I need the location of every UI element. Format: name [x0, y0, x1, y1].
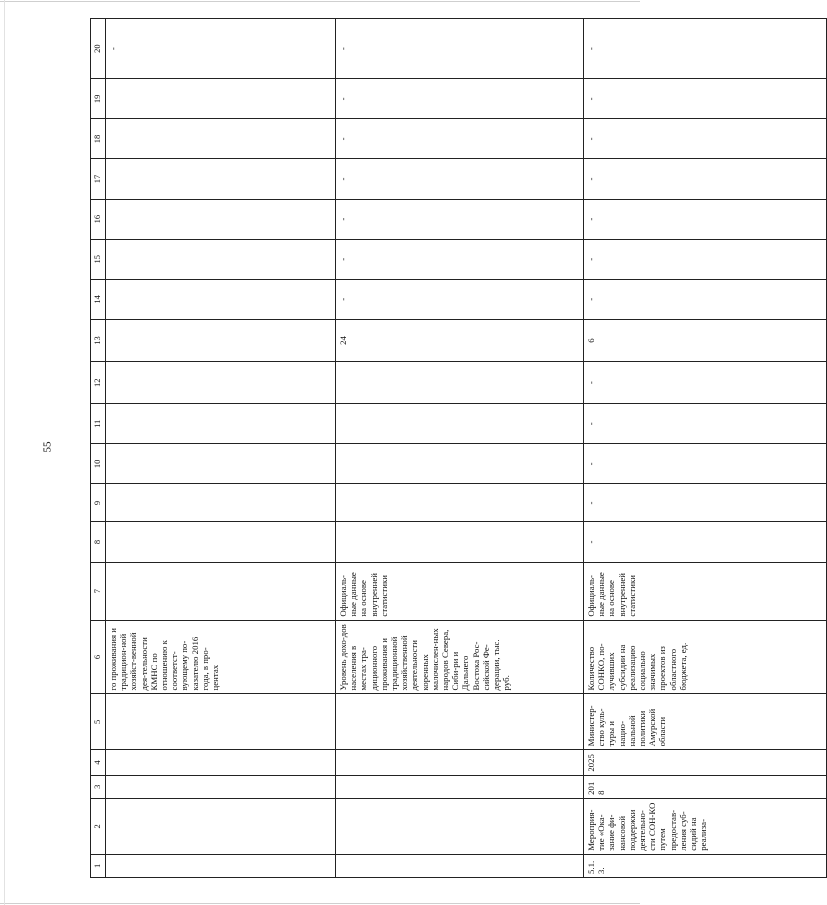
table-cell-col-9: - — [584, 484, 827, 522]
table-cell-col-6: го проживания и традицион-ной хозяйст-венной дея-тельности КМНС по отношению к соответст-вующему по-казателю 2016 года, в про-центах — [106, 620, 336, 694]
table-cell-col-10 — [106, 444, 336, 484]
table-cell-col-18 — [106, 119, 336, 159]
column-number-3: 3 — [91, 775, 106, 798]
table-cell-col-15: - — [584, 239, 827, 279]
table-cell-col-17 — [106, 159, 336, 199]
column-number-14: 14 — [91, 279, 106, 319]
table-cell-col-20: - — [336, 19, 584, 79]
table-cell-col-13: 24 — [336, 319, 584, 361]
table-cell-col-12 — [336, 362, 584, 404]
table-cell-col-2: Мероприя-тие «Ока-зание фи-нансовой поддержки деятельно-сти СОН-КО путем предостав-ления суб-сидий на реализа- — [584, 798, 827, 854]
table-cell-col-17: - — [584, 159, 827, 199]
column-number-19: 19 — [91, 79, 106, 119]
column-number-12: 12 — [91, 362, 106, 404]
table-row — [336, 19, 584, 878]
column-number-7: 7 — [91, 562, 106, 620]
table-cell-col-7 — [106, 562, 336, 620]
column-number-17: 17 — [91, 159, 106, 199]
table-cell-col-6: Уровень дохо-дов населения в местах тра-диционного проживания и традиционной хозяйственной деятельности коренных малочислен-ных народов Севера, Сиби-ри и Дальнего Востока Рос-сийской Фе-дерации, тыс. руб. — [336, 620, 584, 694]
table-cell-col-7: Официаль-ные данные на основе внутренней статистики — [584, 562, 827, 620]
scan-edge-top — [0, 1, 640, 2]
table-cell-col-8 — [336, 522, 584, 562]
column-number-20: 20 — [91, 19, 106, 79]
table-cell-col-9 — [336, 484, 584, 522]
column-number-5: 5 — [91, 694, 106, 750]
column-number-11: 11 — [91, 404, 106, 444]
table-cell-col-17: - — [336, 159, 584, 199]
table-cell-col-4 — [336, 750, 584, 775]
indicators-table — [90, 18, 827, 878]
column-number-18: 18 — [91, 119, 106, 159]
column-number-6: 6 — [91, 620, 106, 694]
table-cell-col-14 — [106, 279, 336, 319]
table-cell-col-15: - — [336, 239, 584, 279]
column-number-10: 10 — [91, 444, 106, 484]
table-cell-col-19: - — [336, 79, 584, 119]
table-cell-col-3: 2018 — [584, 775, 827, 798]
table-cell-col-18: - — [336, 119, 584, 159]
table-cell-col-14: - — [584, 279, 827, 319]
table-cell-col-20: - — [106, 19, 336, 79]
column-number-2: 2 — [91, 798, 106, 854]
table-cell-col-12 — [106, 362, 336, 404]
table-cell-col-20: - — [584, 19, 827, 79]
rotated-table-container — [90, 18, 709, 878]
table-cell-col-16 — [106, 199, 336, 239]
table-cell-col-4: 2025 — [584, 750, 827, 775]
table-cell-col-19 — [106, 79, 336, 119]
scan-edge-left — [4, 0, 5, 905]
table-cell-col-5: Министер-ство куль-туры и нацио-нальной политики Амурской области — [584, 694, 827, 750]
column-number-13: 13 — [91, 319, 106, 361]
page-number: 55 — [41, 441, 54, 453]
column-number-8: 8 — [91, 522, 106, 562]
column-number-16: 16 — [91, 199, 106, 239]
table-cell-col-3 — [336, 775, 584, 798]
table-cell-col-7: Официаль-ные данные на основе внутренней статистики — [336, 562, 584, 620]
table-cell-col-6: Количество СОНКО, по-лучивших субсидии на реализацию социально значимых проектов из областного бюджета, ед. — [584, 620, 827, 694]
column-number-15: 15 — [91, 239, 106, 279]
table-cell-col-13: 6 — [584, 319, 827, 361]
table-cell-col-11 — [106, 404, 336, 444]
table-cell-col-11 — [336, 404, 584, 444]
table-row — [584, 19, 827, 878]
table-cell-col-12: - — [584, 362, 827, 404]
table-cell-col-18: - — [584, 119, 827, 159]
table-cell-col-19: - — [584, 79, 827, 119]
column-number-9: 9 — [91, 484, 106, 522]
table-cell-col-1: 5.1.3. — [584, 854, 827, 877]
table-cell-col-1 — [336, 854, 584, 877]
rotated-table — [90, 18, 709, 878]
table-cell-col-3 — [106, 775, 336, 798]
table-cell-col-2 — [336, 798, 584, 854]
table-cell-col-5 — [336, 694, 584, 750]
table-cell-col-8: - — [584, 522, 827, 562]
table-cell-col-8 — [106, 522, 336, 562]
column-number-1: 1 — [91, 854, 106, 877]
table-cell-col-10: - — [584, 444, 827, 484]
table-cell-col-2 — [106, 798, 336, 854]
table-cell-col-4 — [106, 750, 336, 775]
table-cell-col-16: - — [584, 199, 827, 239]
table-cell-col-11: - — [584, 404, 827, 444]
table-cell-col-15 — [106, 239, 336, 279]
table-cell-col-10 — [336, 444, 584, 484]
column-number-4: 4 — [91, 750, 106, 775]
table-cell-col-1 — [106, 854, 336, 877]
table-row — [106, 19, 336, 878]
table-cell-col-13 — [106, 319, 336, 361]
table-cell-col-14: - — [336, 279, 584, 319]
header-row — [91, 19, 106, 878]
scan-edge-bottom — [0, 903, 640, 904]
table-cell-col-5 — [106, 694, 336, 750]
table-cell-col-9 — [106, 484, 336, 522]
table-cell-col-16: - — [336, 199, 584, 239]
